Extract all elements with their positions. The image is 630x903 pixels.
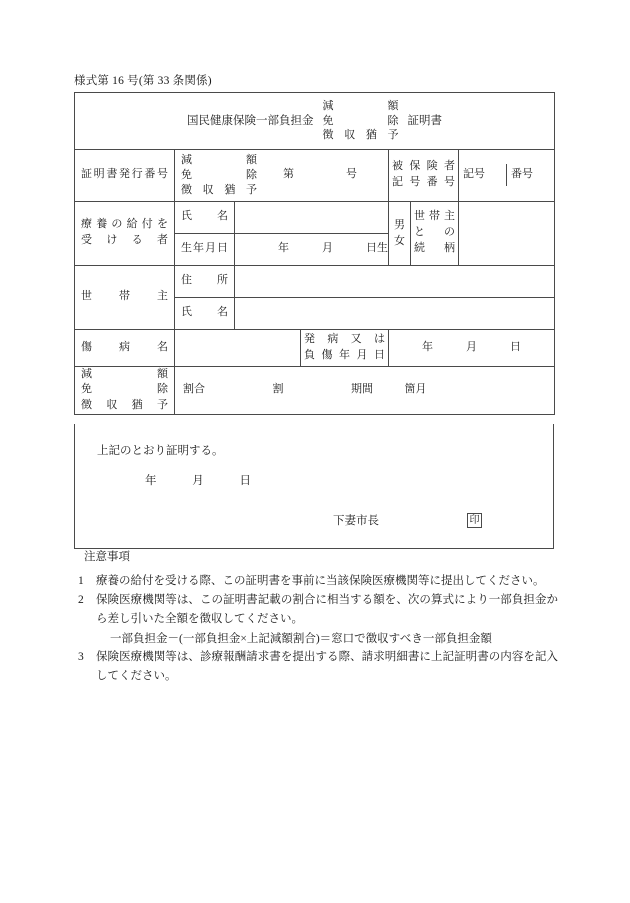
- certification-statement: 上記のとおり証明する。: [97, 445, 224, 457]
- symbol-subcell[interactable]: [459, 164, 507, 186]
- title-stack-line-1: 減 額: [322, 99, 399, 112]
- symbol-label: 記号: [463, 168, 485, 181]
- disease-label-cell: [75, 329, 175, 366]
- table-row-issue-number: [75, 150, 555, 202]
- onset-date-label-line-2: 負傷年月日: [304, 348, 385, 361]
- certification-date-day: 日: [239, 475, 251, 487]
- householder-name-value-cell[interactable]: [235, 297, 555, 329]
- householder-address-value-cell[interactable]: [235, 265, 555, 297]
- householder-label-cell: [75, 265, 175, 329]
- table-row-disease: [75, 329, 555, 366]
- title-stack: [323, 99, 399, 144]
- householder-address-label: 住 所: [181, 274, 228, 287]
- issue-type-line-3: 徴収猶予: [181, 183, 257, 196]
- insured-number-label-line-1: 被 保 険 者: [392, 160, 455, 173]
- recipient-name-value-cell[interactable]: [235, 201, 389, 233]
- reduction-label-line-1: 減 額: [81, 367, 168, 380]
- issue-type-stack: [181, 153, 257, 198]
- certification-box: [74, 424, 554, 549]
- recipient-label-line-2: 受 け る 者: [81, 234, 168, 247]
- relation-label-line-3: 続 柄: [414, 242, 455, 254]
- table-row-householder-address: [75, 265, 555, 297]
- note-item: [74, 648, 558, 686]
- certification-date[interactable]: [75, 458, 553, 488]
- table-row-recipient-name: [75, 201, 555, 233]
- certification-date-month: 月: [192, 475, 204, 487]
- form-number: 様式第 16 号(第 33 条関係): [74, 75, 212, 87]
- certification-date-year: 年: [145, 475, 157, 487]
- insured-number-label-cell: [389, 150, 459, 202]
- relation-value-cell[interactable]: [459, 201, 555, 265]
- onset-date-format: 年 月 日: [422, 340, 522, 353]
- issue-type-line-1: 減 額: [181, 154, 257, 166]
- reduction-label-cell: [75, 366, 175, 415]
- note-formula: 一部負担金－(一部負担金×上記減額割合)＝窓口で徴収すべき一部負担金額: [110, 632, 492, 645]
- note-text: 保険医療機関等は、この証明書記載の割合に相当する額を、次の算式により一部負担金から差し引いた全額を徴収してください。: [96, 594, 558, 625]
- note-number: 2: [78, 594, 84, 607]
- householder-label: 世 帯 主: [81, 290, 168, 303]
- birthdate-label-cell: [175, 233, 235, 265]
- certification-signature: [75, 488, 553, 548]
- ratio-unit: 割: [272, 383, 284, 396]
- onset-date-label-cell: [301, 329, 389, 366]
- recipient-name-label: 氏 名: [181, 210, 228, 223]
- birthdate-value-cell[interactable]: [235, 233, 389, 265]
- number-label: 番号: [511, 168, 534, 181]
- period-label: 期間: [351, 383, 373, 396]
- relation-label-cell: [411, 201, 459, 265]
- relation-label-line-1: 世帯主: [414, 210, 455, 223]
- table-row-title: [75, 93, 555, 150]
- gender-male-label: 男: [394, 218, 405, 231]
- recipient-label-line-1: 療 養 の 給 付 を: [81, 218, 168, 231]
- onset-date-value-cell[interactable]: [389, 329, 555, 366]
- reduction-value-cell[interactable]: [175, 366, 555, 415]
- notes-title: 注意事項: [84, 551, 130, 563]
- note-item: [74, 591, 558, 629]
- recipient-label-cell: [75, 201, 175, 265]
- note-text: 保険医療機関等は、診療報酬請求書を提出する際、請求明細書に上記証明書の内容を記入してください。: [96, 651, 558, 682]
- seal-stamp-icon: 印: [467, 513, 482, 528]
- title-stack-line-3: 徴収猶予: [322, 129, 399, 142]
- reduction-label-line-2: 免 除: [81, 383, 168, 396]
- onset-date-label-line-1: 発 病 又 は: [304, 332, 385, 345]
- disease-label: 傷 病 名: [81, 340, 168, 353]
- gender-female-label: 女: [394, 235, 405, 248]
- disease-value-cell[interactable]: [175, 329, 301, 366]
- issue-number-prefix: 第: [283, 168, 294, 181]
- issue-number-label-cell: [75, 150, 175, 202]
- issue-number-label: 証明書発行番号: [81, 168, 168, 181]
- number-subcell[interactable]: [507, 164, 555, 186]
- issue-number-suffix: 号: [346, 168, 357, 181]
- insured-symbol-number-cell[interactable]: [459, 150, 555, 202]
- title-lead: 国民健康保険一部負担金: [187, 114, 314, 127]
- notes-section: [74, 548, 558, 686]
- birthdate-label: 生年月日: [181, 242, 228, 255]
- householder-name-label: 氏 名: [181, 306, 228, 319]
- note-number: 1: [78, 574, 84, 587]
- gender-cell[interactable]: [389, 201, 411, 265]
- relation-label-line-2: と の: [414, 226, 455, 239]
- householder-name-label-cell: [175, 297, 235, 329]
- ratio-label: 割合: [183, 383, 205, 396]
- note-text: 療養の給付を受ける際、この証明書を事前に当該保険医療機関等に提出してください。: [96, 574, 545, 587]
- reduction-label-line-3: 徴 収 猶 予: [81, 399, 168, 412]
- mayor-title: 下妻市長: [333, 515, 379, 527]
- title-stack-line-2: 免 除: [322, 114, 399, 127]
- note-item: [74, 572, 558, 592]
- note-number: 3: [78, 651, 84, 664]
- period-unit: 箇月: [404, 383, 427, 396]
- issue-type-line-2: 免 除: [181, 168, 257, 181]
- householder-address-label-cell: [175, 265, 235, 297]
- title-tail: 証明書: [407, 114, 443, 127]
- certificate-table: [74, 92, 555, 415]
- recipient-name-label-cell: [175, 201, 235, 233]
- title-cell: [75, 93, 555, 150]
- insured-number-label-line-2: 記 号 番 号: [392, 176, 455, 189]
- table-row-reduction: [75, 366, 555, 415]
- birthdate-format: 年 月 日生: [278, 242, 388, 255]
- issue-number-value-cell[interactable]: [175, 150, 389, 202]
